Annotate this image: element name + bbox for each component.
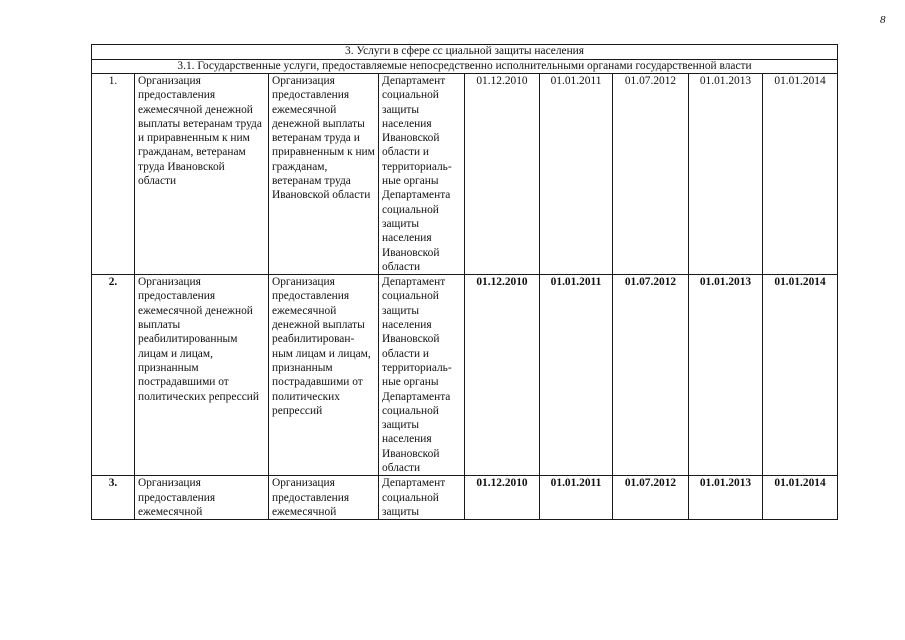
- service-name: Организация предоставления ежемесячной денежной выплаты реабилитированным лицам и лицам, признанным пострадавшими от политических репрессий: [135, 275, 269, 476]
- executor: Департамент социальной защиты населения Ивановской области и территориаль-ные органы Департамента социальной защиты населения Ивановской области: [379, 74, 465, 275]
- date-cell: 01.01.2011: [540, 275, 613, 476]
- date-cell: 01.01.2014: [763, 275, 838, 476]
- row-number: 3.: [92, 476, 135, 520]
- date-cell: 01.01.2013: [689, 476, 763, 520]
- date-cell: 01.01.2013: [689, 74, 763, 275]
- service-description: Организация предоставления ежемесячной денежной выплаты реабилитирован-ным лицам и лицам, признанным пострадавшими от политических репрессий: [269, 275, 379, 476]
- date-cell: 01.01.2013: [689, 275, 763, 476]
- date-cell: 01.12.2010: [465, 476, 540, 520]
- page-number: 8: [880, 14, 886, 26]
- subsection-title: 3.1. Государственные услуги, предоставляемые непосредственно исполнительными органами государственной власти: [92, 60, 838, 74]
- services-table: [91, 44, 838, 520]
- service-name: Организация предоставления ежемесячной денежной выплаты ветеранам труда и приравненным к ним гражданам, ветеранам труда Ивановской области: [135, 74, 269, 275]
- table-row: [92, 74, 838, 275]
- table-row: [92, 275, 838, 476]
- executor: Департамент социальной защиты населения Ивановской области и территориаль-ные органы Департамента социальной защиты населения Ивановской области: [379, 275, 465, 476]
- date-cell: 01.01.2014: [763, 74, 838, 275]
- executor: Департамент социальной защиты: [379, 476, 465, 520]
- date-cell: 01.01.2011: [540, 476, 613, 520]
- date-cell: 01.01.2011: [540, 74, 613, 275]
- date-cell: 01.12.2010: [465, 275, 540, 476]
- service-name: Организация предоставления ежемесячной: [135, 476, 269, 520]
- date-cell: 01.07.2012: [613, 275, 689, 476]
- section-title: 3. Услуги в сфере сс циальной защиты населения: [92, 45, 838, 60]
- row-number: 1.: [92, 74, 135, 275]
- service-description: Организация предоставления ежемесячной: [269, 476, 379, 520]
- date-cell: 01.07.2012: [613, 476, 689, 520]
- date-cell: 01.07.2012: [613, 74, 689, 275]
- date-cell: 01.12.2010: [465, 74, 540, 275]
- service-description: Организация предоставления ежемесячной денежной выплаты ветеранам труда и приравненным к ним гражданам, ветеранам труда Ивановской области: [269, 74, 379, 275]
- table-row: [92, 476, 838, 520]
- date-cell: 01.01.2014: [763, 476, 838, 520]
- row-number: 2.: [92, 275, 135, 476]
